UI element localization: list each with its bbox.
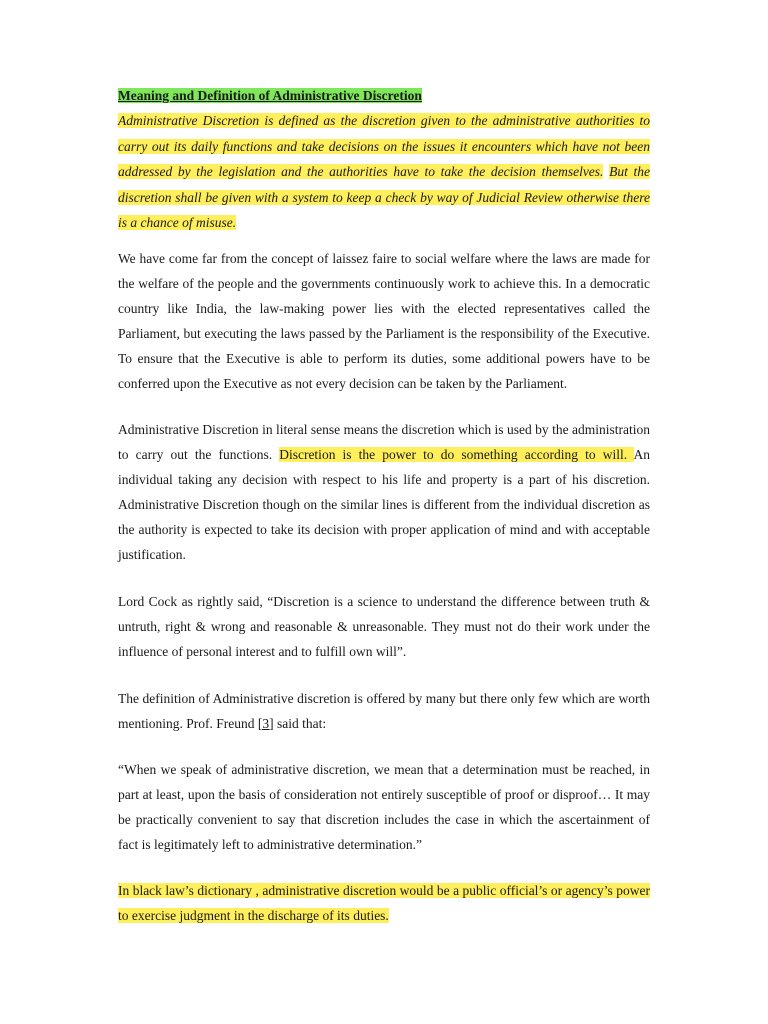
paragraph-literal-sense [118,417,650,567]
paragraph-definition-intro [118,686,650,736]
paragraph-freund-quote: “When we speak of administrative discretion, we mean that a determination must be reached, in part at least, upon the basis of consideration not entirely susceptible of proof or disproof… It may be practically convenient to say that discretion includes the case in which the ascertainment of fact is legitimately left to administrative determination.” [118,761,650,852]
section-heading-text: Meaning and Definition of Administrative Discretion [118,88,422,103]
footnote-reference-link[interactable]: [3] [257,715,274,731]
paragraph-lord-cock-quote: Lord Cock as rightly said, “Discretion is a science to understand the difference between truth & untruth, right & wrong and reasonable & unreasonable. They must not do their work under the influence of personal interest and to fulfill own will”. [118,593,650,659]
discretion-definition-highlight: Discretion is the power to do something according to will. [279,446,634,462]
paragraph-laissez-faire: We have come far from the concept of laissez faire to social welfare where the laws are made for the welfare of the people and the governments continuously work to achieve this. In a democratic country like India, the law-making power lies with the elected representatives called the Parliament, but executing the laws passed by the Parliament is the responsibility of the Executive. To ensure that the Executive is able to perform its duties, some additional powers have to be conferred upon the Executive as not every decision can be taken by the Parliament. [118,250,650,391]
document-page [118,86,650,928]
paragraph-black-law-dictionary [118,878,650,928]
literal-sense-text: Administrative Discretion in literal sense means the discretion which is used by the administration to carry out the functions. [118,421,650,462]
section-heading [118,86,650,106]
black-law-highlight: In black law’s dictionary , administrative discretion would be a public official’s or agency’s power to exercise judgment in the discharge of its duties. [118,882,650,923]
intro-highlight-1: Administrative Discretion is defined as the discretion given to the administrative authorities to carry out its daily functions and take decisions on the issues it encounters which have not been addressed by the legislation and the authorities have to take the decision themselves. [118,113,650,179]
definition-intro-end: said that: [273,715,327,731]
literal-sense-continuation: An individual taking any decision with respect to his life and property is a part of his discretion. Administrative Discretion though on the similar lines is different from the individual discretion as the authority is expected to take its decision with proper application of mind and with acceptable justification. [118,446,650,562]
definition-intro-text: The definition of Administrative discretion is offered by many but there only few which are worth mentioning. Prof. Freund [118,690,650,731]
intro-paragraph [118,108,650,236]
intro-highlight-2: But the discretion shall be given with a system to keep a check by way of Judicial Review otherwise there is a chance of misuse. [118,164,651,230]
